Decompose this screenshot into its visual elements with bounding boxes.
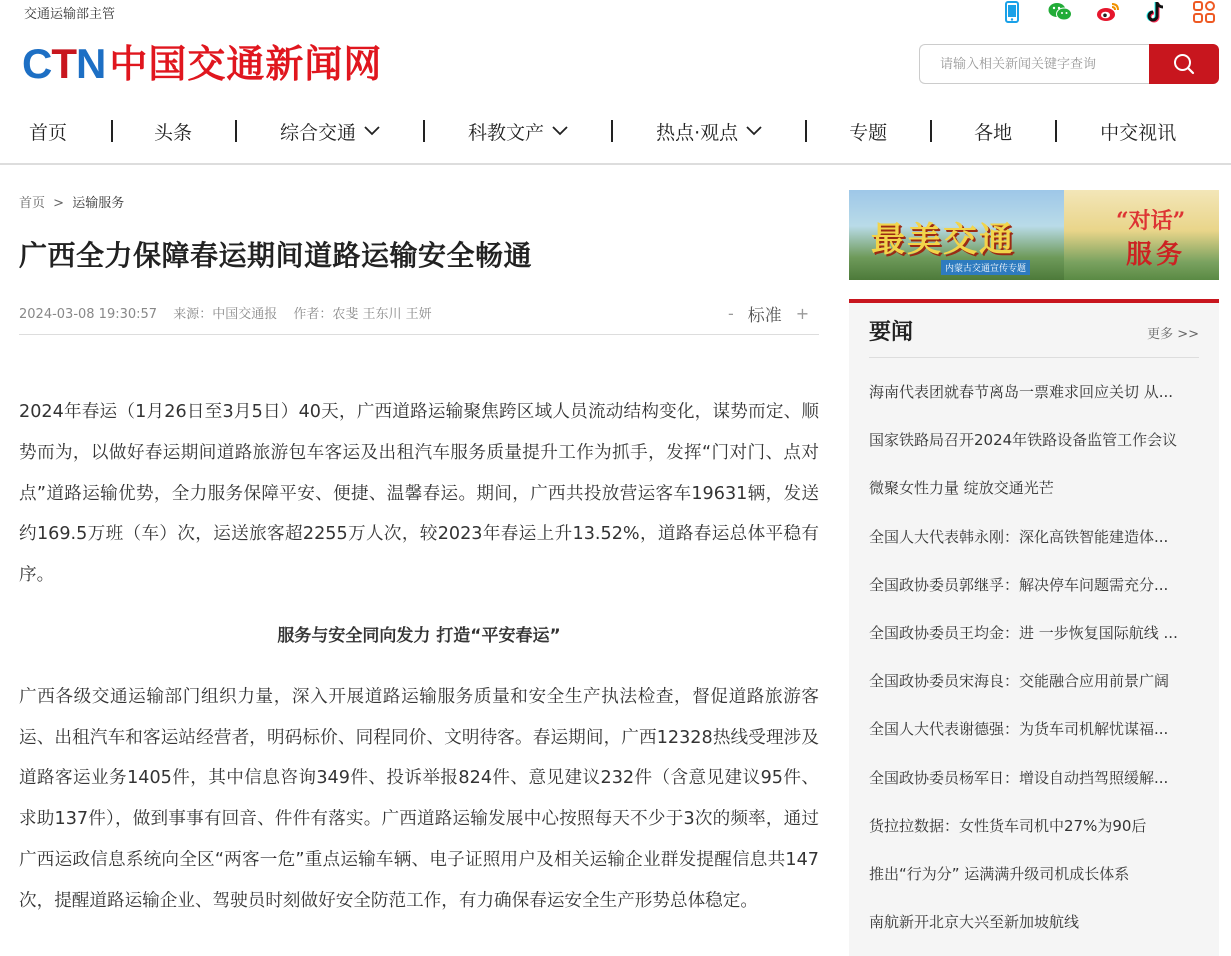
banner-title: “对话” (1116, 208, 1186, 234)
article-paragraph: 2024年春运（1月26日至3月5日）40天，广西道路运输聚焦跨区域人员流动结构变化，谋势而定、顺势而为，以做好春运期间道路旅游包车客运及出租汽车服务质量提升工作为抓手，发挥“门对门、点对点”道路运输优势，全力服务保障平安、便捷、温馨春运。期间，广西共投放营运客车19631辆，发送约169.5万班（车）次，运送旅客超2255万人次，较2023年春运上升13.52%，道路春运总体平稳有序。 (19, 402, 819, 586)
font-increase-button[interactable]: + (795, 304, 810, 323)
wechat-icon[interactable] (1047, 0, 1073, 24)
breadcrumb-current[interactable]: 运输服务 (72, 196, 125, 211)
font-size-control (728, 301, 809, 326)
nav-divider (235, 120, 237, 142)
nav-item-science-culture[interactable]: 科教文产 (468, 118, 568, 145)
search-box (919, 44, 1219, 84)
site-logo[interactable] (22, 40, 382, 88)
news-item[interactable]: 全国政协委员郭继孚：解决停车问题需充分... (869, 575, 1169, 594)
news-item[interactable]: 全国人大代表韩永刚：深化高铁智能建造体... (869, 527, 1169, 546)
news-item[interactable]: 微聚女性力量 绽放交通光芒 (869, 479, 1054, 498)
news-item[interactable]: 全国政协委员宋海良：交能融合应用前景广阔 (869, 672, 1170, 691)
article-paragraph: 广西各级交通运输部门组织力量，深入开展道路运输服务质量和安全生产执法检查，督促道路旅游客运、出租汽车和客运站经营者，明码标价、同程同价、文明待客。春运期间，广西12328热线受理涉及道路客运业务1405件，其中信息咨询349件、投诉举报824件、意见建议232件（含意见建议95件、求助137件），做到事事有回音、件件有落实。广西道路运输发展中心按照每天不少于3次的频率，通过广西运政信息系统向全区“两客一危”重点运输车辆、电子证照用户及相关运输企业群发提醒信息共147次，提醒道路运输企业、驾驶员时刻做好安全防范工作，有力确保春运安全生产形势总体稳定。 (19, 686, 819, 911)
nav-item-transport[interactable]: 综合交通 (280, 118, 380, 145)
top-strip (0, 0, 1231, 24)
breadcrumb (19, 192, 124, 211)
nav-divider (423, 120, 425, 142)
key-news-panel (849, 299, 1219, 956)
article-datetime: 2024-03-08 19:30:57 (19, 307, 158, 322)
more-link[interactable]: 更多 >> (1147, 327, 1199, 342)
search-button[interactable] (1149, 44, 1219, 84)
chevron-down-icon (746, 126, 762, 136)
article-source: 来源：中国交通报 (173, 307, 278, 322)
news-item[interactable]: 货拉拉数据：女性货车司机中27%为90后 (869, 816, 1147, 835)
social-icons (999, 0, 1217, 24)
banner-subtitle: 服务 (1126, 240, 1187, 270)
search-input[interactable] (919, 44, 1155, 84)
article-body (19, 392, 819, 942)
weibo-icon[interactable] (1095, 0, 1121, 24)
logo-chinese: 中国交通新闻网 (109, 42, 383, 86)
nav-item-home[interactable]: 首页 (29, 121, 68, 144)
nav-divider (1055, 120, 1057, 142)
nav-item-topics[interactable]: 专题 (849, 121, 888, 144)
key-news-title: 要闻 (869, 320, 914, 345)
nav-item-headlines[interactable]: 头条 (154, 121, 193, 144)
news-item[interactable]: 国家铁路局召开2024年铁路设备监管工作会议 (869, 431, 1178, 450)
news-item[interactable]: 南航新开北京大兴至新加坡航线 (869, 913, 1080, 932)
article-subheading: 服务与安全同向发力 打造“平安春运” (277, 625, 561, 646)
nav-item-hot-opinion[interactable]: 热点·观点 (656, 118, 762, 145)
nav-divider (805, 120, 807, 142)
tiktok-icon[interactable] (1143, 0, 1169, 24)
app-icon[interactable] (1191, 0, 1217, 24)
mobile-icon[interactable] (999, 0, 1025, 24)
chevron-down-icon (552, 126, 568, 136)
news-item[interactable]: 推出“行为分” 运满满升级司机成长体系 (869, 864, 1130, 883)
breadcrumb-separator: > (53, 196, 65, 211)
promo-banner (849, 190, 1219, 280)
font-size-label: 标准 (747, 306, 782, 326)
banner-subtitle: 内蒙古交通宣传专题 (941, 260, 1030, 275)
nav-divider (611, 120, 613, 142)
chevron-down-icon (364, 126, 380, 136)
supervisor-text: 交通运输部主管 (24, 7, 116, 22)
article-title: 广西全力保障春运期间道路运输安全畅通 (19, 239, 533, 272)
article-meta (19, 303, 444, 322)
news-item[interactable]: 全国人大代表谢德强：为货车司机解忧谋福... (869, 720, 1169, 739)
banner-title: 最美交通 (871, 220, 1015, 260)
news-item[interactable]: 海南代表团就春节离岛一票难求回应关切 从... (869, 383, 1174, 401)
meta-divider (19, 334, 819, 335)
news-item[interactable]: 全国政协委员杨军日：增设自动挡驾照缓解... (869, 768, 1169, 787)
nav-item-regions[interactable]: 各地 (974, 121, 1013, 144)
news-item[interactable]: 全国政协委员王均金：进 一步恢复国际航线 ... (869, 623, 1178, 642)
main-nav (0, 108, 1231, 154)
nav-divider-line (0, 163, 1231, 165)
banner-dialogue-service[interactable] (1064, 190, 1219, 280)
breadcrumb-home[interactable]: 首页 (19, 196, 46, 211)
key-news-divider (869, 357, 1199, 358)
article-author: 作者：农斐 王东川 王妍 (293, 307, 432, 322)
banner-beautiful-transport[interactable] (849, 190, 1064, 280)
key-news-list (869, 378, 1199, 956)
nav-divider (930, 120, 932, 142)
search-icon (1173, 53, 1195, 75)
logo-latin: CTN (22, 40, 106, 87)
font-decrease-button[interactable]: - (728, 304, 734, 323)
nav-divider (111, 120, 113, 142)
nav-item-video[interactable]: 中交视讯 (1100, 121, 1177, 144)
